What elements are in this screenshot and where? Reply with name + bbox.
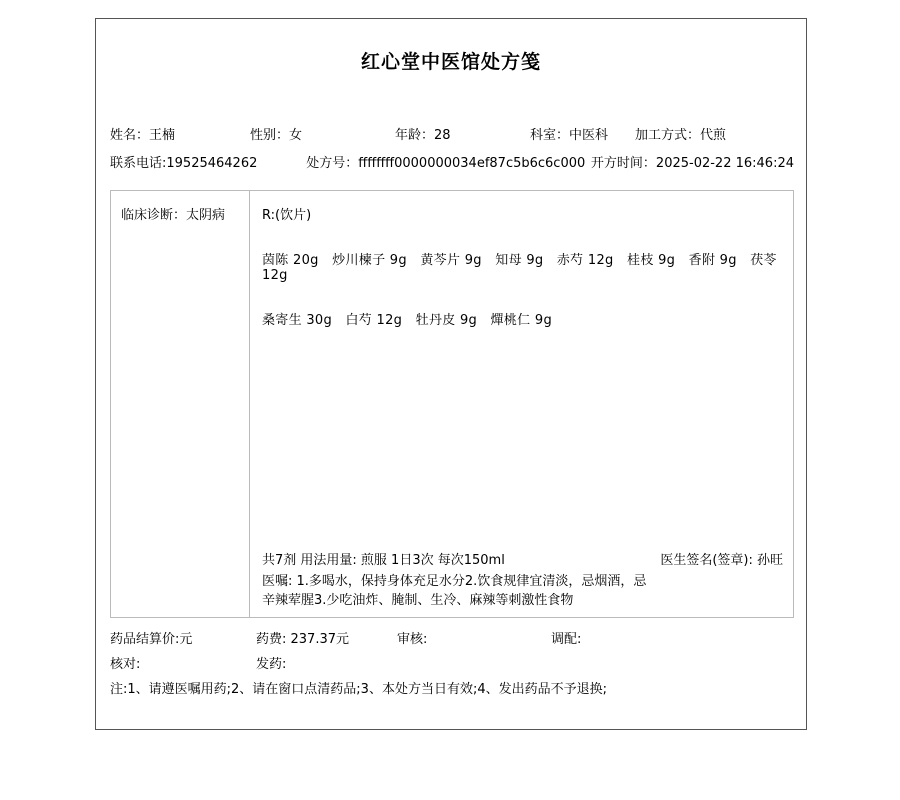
- advice-line-1: 医嘱: 1.多喝水，保持身体充足水分2.饮食规律宜清淡，忌烟酒，忌: [262, 574, 647, 590]
- check-field: 核对:: [110, 657, 141, 672]
- patient-age: 年龄：28: [395, 128, 451, 143]
- prescription-column: [250, 191, 793, 617]
- patient-gender: 性别：女: [250, 128, 303, 143]
- herb-item: 赤芍 12g: [556, 253, 614, 268]
- dosage-row: [262, 549, 783, 568]
- herb-item: 香附 9g: [688, 253, 737, 268]
- herb-item: 桑寄生 30g: [262, 313, 333, 328]
- herb-item: 白芍 12g: [345, 313, 403, 328]
- herb-item: 黄芩片 9g: [420, 253, 482, 268]
- prescription-time: 开方时间：2025-02-22 16:46:24: [590, 156, 794, 171]
- rx-header: R:(饮片): [262, 208, 312, 223]
- footer-notice: 注:1、请遵医嘱用药;2、请在窗口点清药品;3、本处方当日有效;4、发出药品不予退换;: [110, 682, 607, 697]
- patient-name: 姓名：王楠: [110, 128, 176, 143]
- herb-item: 茵陈 20g: [262, 253, 319, 268]
- herb-item: 牡丹皮 9g: [415, 313, 478, 328]
- review-field: 审核:: [397, 632, 428, 647]
- department: 科室：中医科: [530, 128, 609, 143]
- prescription-number: 处方号：ffffffff0000000034ef87c5b6c6c000: [306, 156, 586, 171]
- issue-field: 发药:: [256, 657, 287, 672]
- clinical-diagnosis: 临床诊断：太阴病: [121, 208, 226, 223]
- settlement-price: 药品结算价:元: [110, 632, 193, 647]
- patient-info-block: [96, 124, 806, 171]
- footer-row-2: [110, 653, 794, 672]
- rx-empty-space: [262, 354, 783, 549]
- page-title: 红心堂中医馆处方笺: [360, 51, 541, 73]
- footer-block: [110, 628, 794, 697]
- doctor-advice: [262, 573, 783, 611]
- herb-item: 桂枝 9g: [627, 253, 676, 268]
- patient-info-row-2: [110, 152, 794, 171]
- herb-item: 燀桃仁 9g: [490, 313, 553, 328]
- footer-row-1: [110, 628, 794, 647]
- prescription-sheet: [95, 18, 807, 730]
- doctor-signature: 医生签名(签章): 孙旺: [660, 553, 783, 569]
- patient-phone: 联系电话:19525464262: [110, 156, 258, 171]
- herb-item: 炒川楝子 9g: [332, 253, 407, 268]
- dosage-text: 共7剂 用法用量: 煎服 1日3次 每次150ml: [262, 553, 505, 569]
- advice-line-2: 辛辣荤腥3.少吃油炸、腌制、生冷、麻辣等刺激性食物: [262, 593, 574, 609]
- herb-line: [262, 249, 783, 283]
- patient-info-row-1: [110, 124, 794, 143]
- herb-line: [262, 309, 783, 328]
- herb-item: 知母 9g: [495, 253, 544, 268]
- diagnosis-column: [111, 191, 250, 617]
- prescription-body: [110, 190, 794, 618]
- dispense-field: 调配:: [551, 632, 582, 647]
- process-method: 加工方式：代煎: [635, 128, 727, 143]
- herb-item: 茯苓 12g: [262, 253, 777, 283]
- medicine-fee: 药费: 237.37元: [256, 632, 349, 647]
